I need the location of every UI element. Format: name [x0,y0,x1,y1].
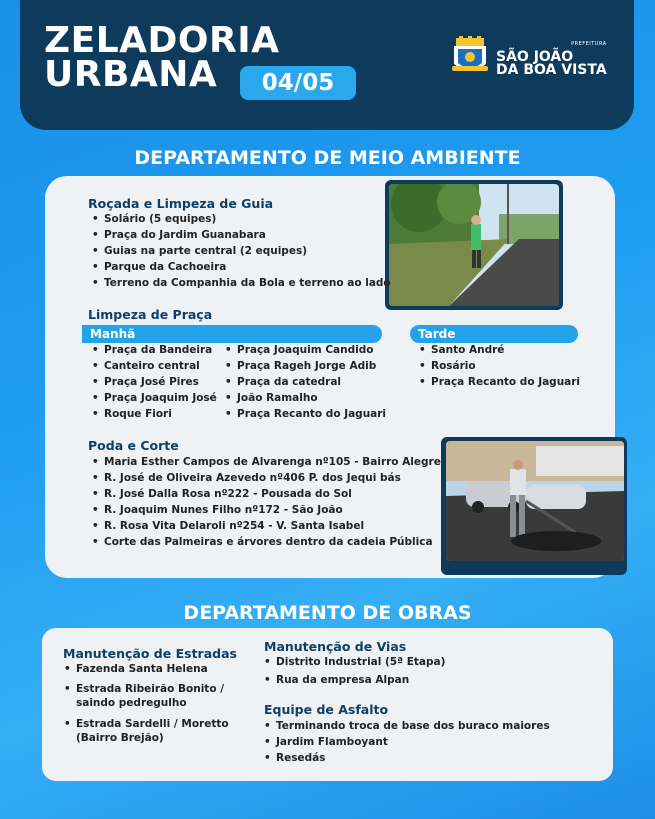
list-item: • R. Rosa Vita Delaroli nº254 - V. Santa Isabel [90,518,441,534]
rocada-list [90,211,391,291]
tarde-list [417,342,580,390]
photo-grass-cutting [389,184,559,306]
rocada-heading: Roçada e Limpeza de Guia [88,196,274,211]
list-item: • Canteiro central [90,358,217,374]
list-item: • R. José de Oliveira Azevedo nº406 P. dos Jequi bás [90,470,441,486]
poda-heading: Poda e Corte [88,438,179,453]
list-item: • Terreno da Companhia da Bola e terreno ao lado [90,275,391,291]
list-item: • Praça José Pires [90,374,217,390]
list-item: • Resedás [262,750,550,766]
tarde-bar: Tarde [410,325,578,343]
asfalto-list [262,718,550,766]
section-title-obras: DEPARTAMENTO DE OBRAS [183,602,472,624]
list-item: • Praça Joaquim José [90,390,217,406]
list-item: • Solário (5 equipes) [90,211,391,227]
list-item: • Guias na parte central (2 equipes) [90,243,391,259]
list-item: • Praça do Jardim Guanabara [90,227,391,243]
list-item: • Corte das Palmeiras e árvores dentro da cadeia Pública [90,534,441,550]
list-item: • Praça Recanto do Jaguari [417,374,580,390]
list-item: • R. José Dalla Rosa nº222 - Pousada do Sol [90,486,441,502]
vias-heading: Manutenção de Vias [264,639,407,654]
estradas-list [62,661,237,745]
issue-badge: 04/05 [240,66,356,100]
list-item: • Rua da empresa Alpan [262,672,445,688]
page-title: ZELADORIA URBANA [44,20,280,95]
list-item: • Praça Joaquim Candido [223,342,386,358]
list-item: • Terminando troca de base dos buraco maiores [262,718,550,734]
asfalto-heading: Equipe de Asfalto [264,702,389,717]
list-item: • Estrada Ribeirão Bonito / saindo pedregulho [62,682,237,710]
list-item: • Roque Fiori [90,406,217,422]
list-item: • Praça da Bandeira [90,342,217,358]
manha-list-col2 [223,342,386,422]
poda-list [90,454,441,550]
estradas-heading: Manutenção de Estradas [63,646,237,661]
manha-list-col1 [90,342,217,422]
limpeza-heading: Limpeza de Praça [88,307,213,322]
list-item: • Santo André [417,342,580,358]
list-item: • Jardim Flamboyant [262,734,550,750]
list-item: • Praça da catedral [223,374,386,390]
city-logo [450,36,607,78]
list-item: • Distrito Industrial (5ª Etapa) [262,654,445,670]
list-item: • Praça Recanto do Jaguari [223,406,386,422]
list-item: • Maria Esther Campos de Alvarenga nº105 - Bairro Alegre [90,454,441,470]
logo-name-line1: SÃO JOÃO [496,48,574,65]
list-item: • Fazenda Santa Helena [62,661,237,677]
list-item: • Rosário [417,358,580,374]
photo-asphalt-repair [446,441,624,561]
logo-prefix: PREFEITURA [571,40,607,47]
list-item: • Estrada Sardelli / Moretto (Bairro Brejão) [62,717,237,745]
vias-list [262,654,445,688]
list-item: • Praça Rageh Jorge Adib [223,358,386,374]
logo-name-line2: DA BOA VISTA [496,61,607,78]
section-title-meio-ambiente: DEPARTAMENTO DE MEIO AMBIENTE [134,147,521,169]
city-coat-of-arms-icon [450,36,490,78]
list-item: • Parque da Cachoeira [90,259,391,275]
list-item: • João Ramalho [223,390,386,406]
manha-bar: Manhã [82,325,382,343]
list-item: • R. Joaquim Nunes Filho nº172 - São João [90,502,441,518]
